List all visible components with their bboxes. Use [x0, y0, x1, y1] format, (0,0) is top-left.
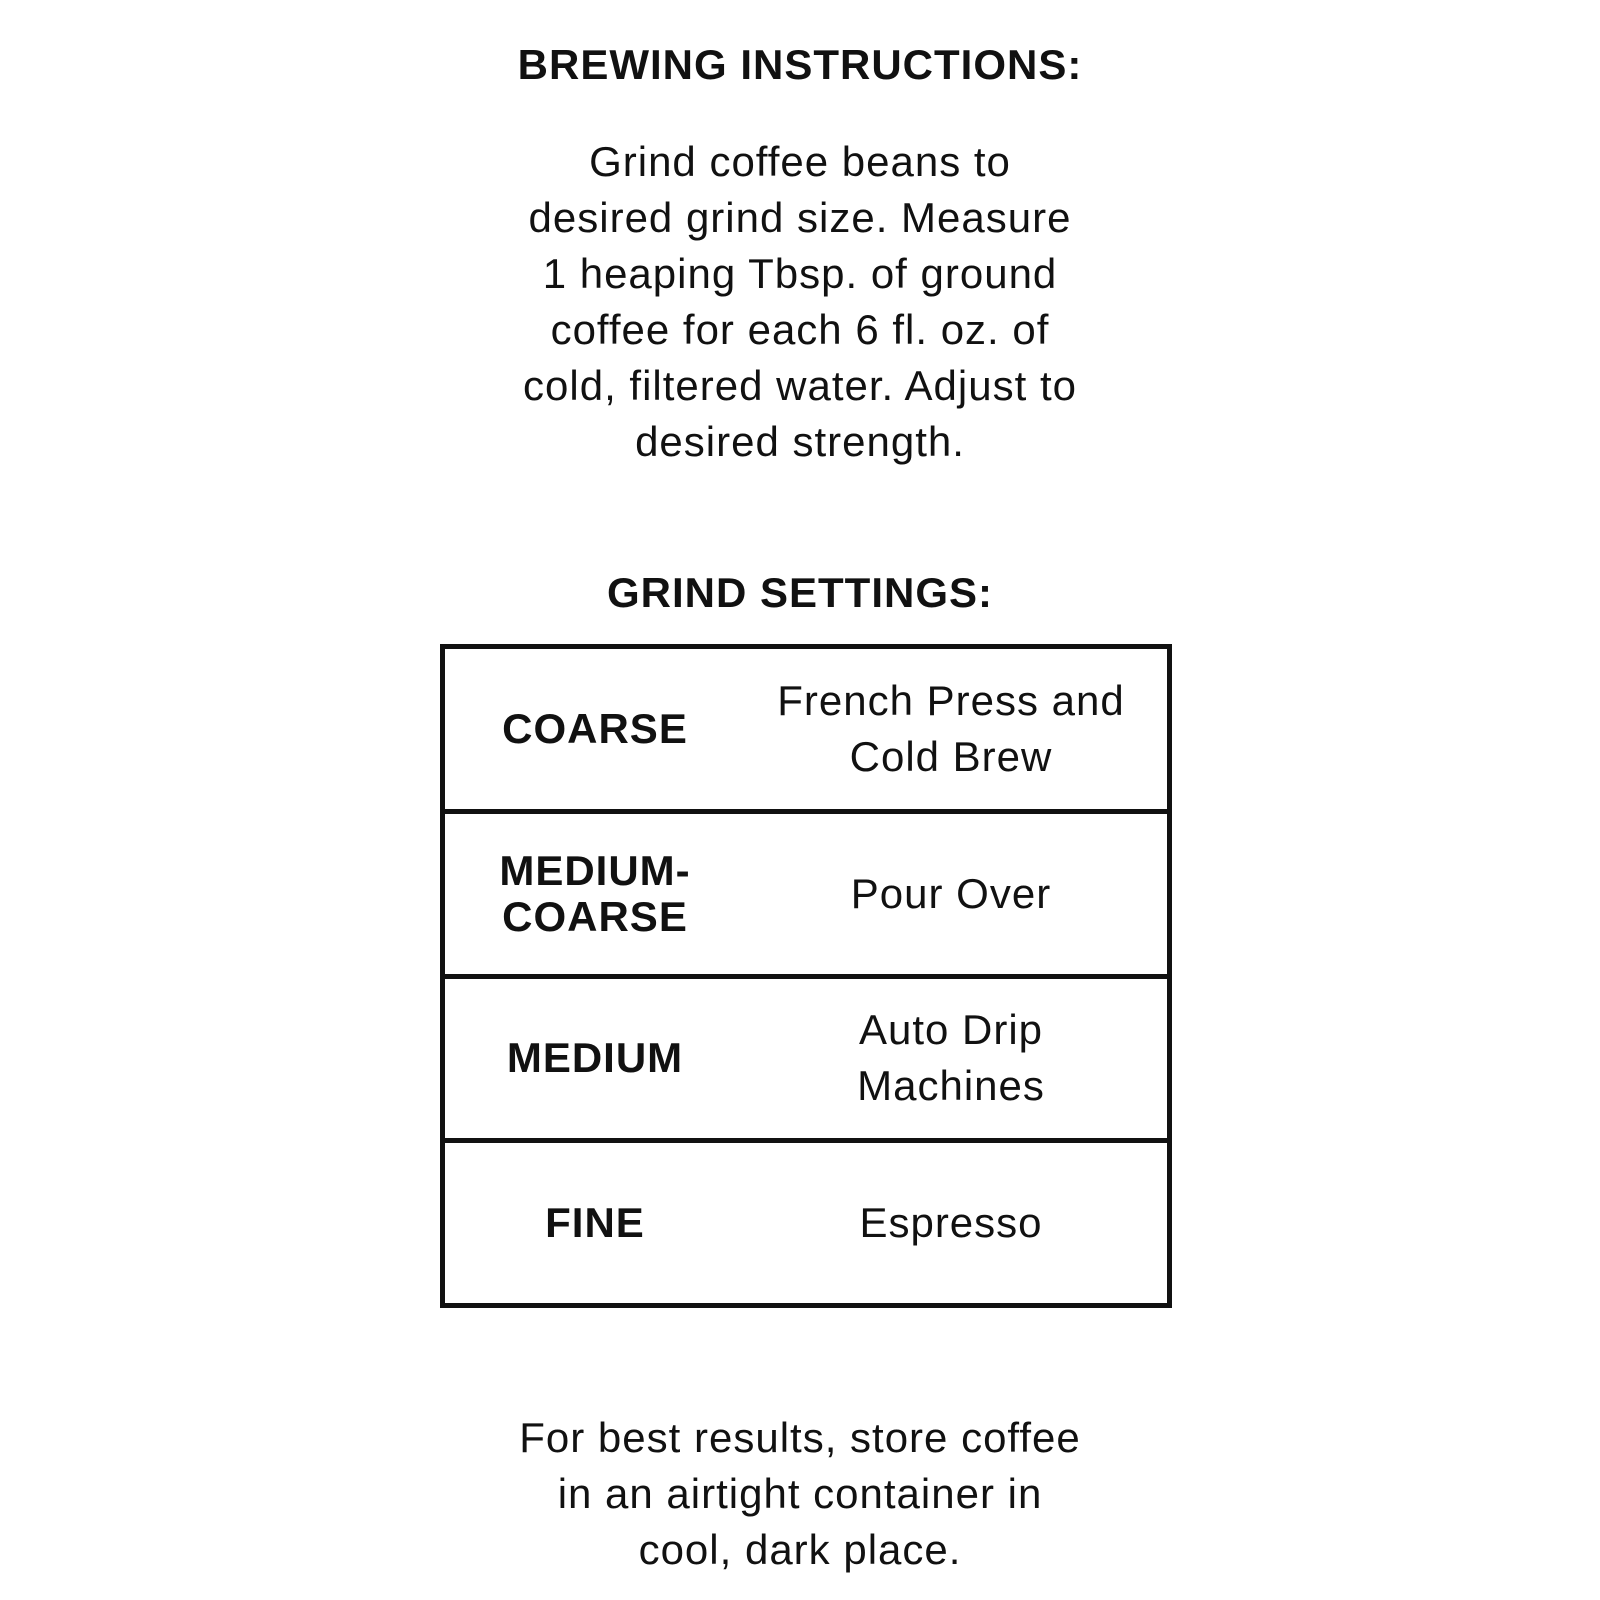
grind-settings-table — [440, 644, 1172, 1308]
brew-method-label: Pour Over — [850, 869, 1052, 917]
storage-note — [0, 1410, 1600, 1578]
instruction-line: Grind coffee beans to — [589, 138, 1011, 185]
grind-size-label: COARSE — [502, 704, 688, 752]
table-row — [445, 809, 1167, 974]
table-row — [445, 649, 1167, 809]
brew-method-cell — [745, 866, 1167, 922]
brew-method-cell — [745, 1002, 1167, 1114]
grind-size-label: COARSE — [502, 892, 688, 940]
brew-method-label: Cold Brew — [849, 732, 1053, 780]
brewing-instructions-text — [0, 134, 1600, 470]
instruction-line: coffee for each 6 fl. oz. of — [550, 306, 1050, 353]
instruction-line: desired strength. — [635, 418, 965, 465]
grind-size-cell — [445, 706, 745, 752]
brewing-instructions-heading: BREWING INSTRUCTIONS: — [517, 41, 1083, 88]
brew-method-label: Espresso — [859, 1199, 1043, 1247]
storage-line: cool, dark place. — [638, 1526, 962, 1573]
storage-line: For best results, store coffee — [519, 1414, 1081, 1461]
brew-method-cell — [745, 673, 1167, 785]
grind-size-cell — [445, 1200, 745, 1246]
brew-method-cell — [745, 1195, 1167, 1251]
table-row — [445, 1138, 1167, 1303]
grind-size-label: MEDIUM- — [499, 846, 691, 894]
instruction-line: desired grind size. Measure — [528, 194, 1072, 241]
grind-settings-heading: GRIND SETTINGS: — [606, 569, 993, 616]
instruction-line: cold, filtered water. Adjust to — [523, 362, 1077, 409]
grind-size-label: FINE — [545, 1199, 645, 1247]
grind-size-cell — [445, 848, 745, 940]
grind-size-label: MEDIUM — [506, 1034, 684, 1082]
grind-size-cell — [445, 1035, 745, 1081]
brew-method-label: French Press and — [777, 676, 1125, 724]
brew-method-label: Auto Drip — [858, 1006, 1044, 1054]
instruction-line: 1 heaping Tbsp. of ground — [542, 250, 1058, 297]
table-row — [445, 974, 1167, 1139]
storage-line: in an airtight container in — [557, 1470, 1043, 1517]
brew-method-label: Machines — [857, 1062, 1045, 1110]
